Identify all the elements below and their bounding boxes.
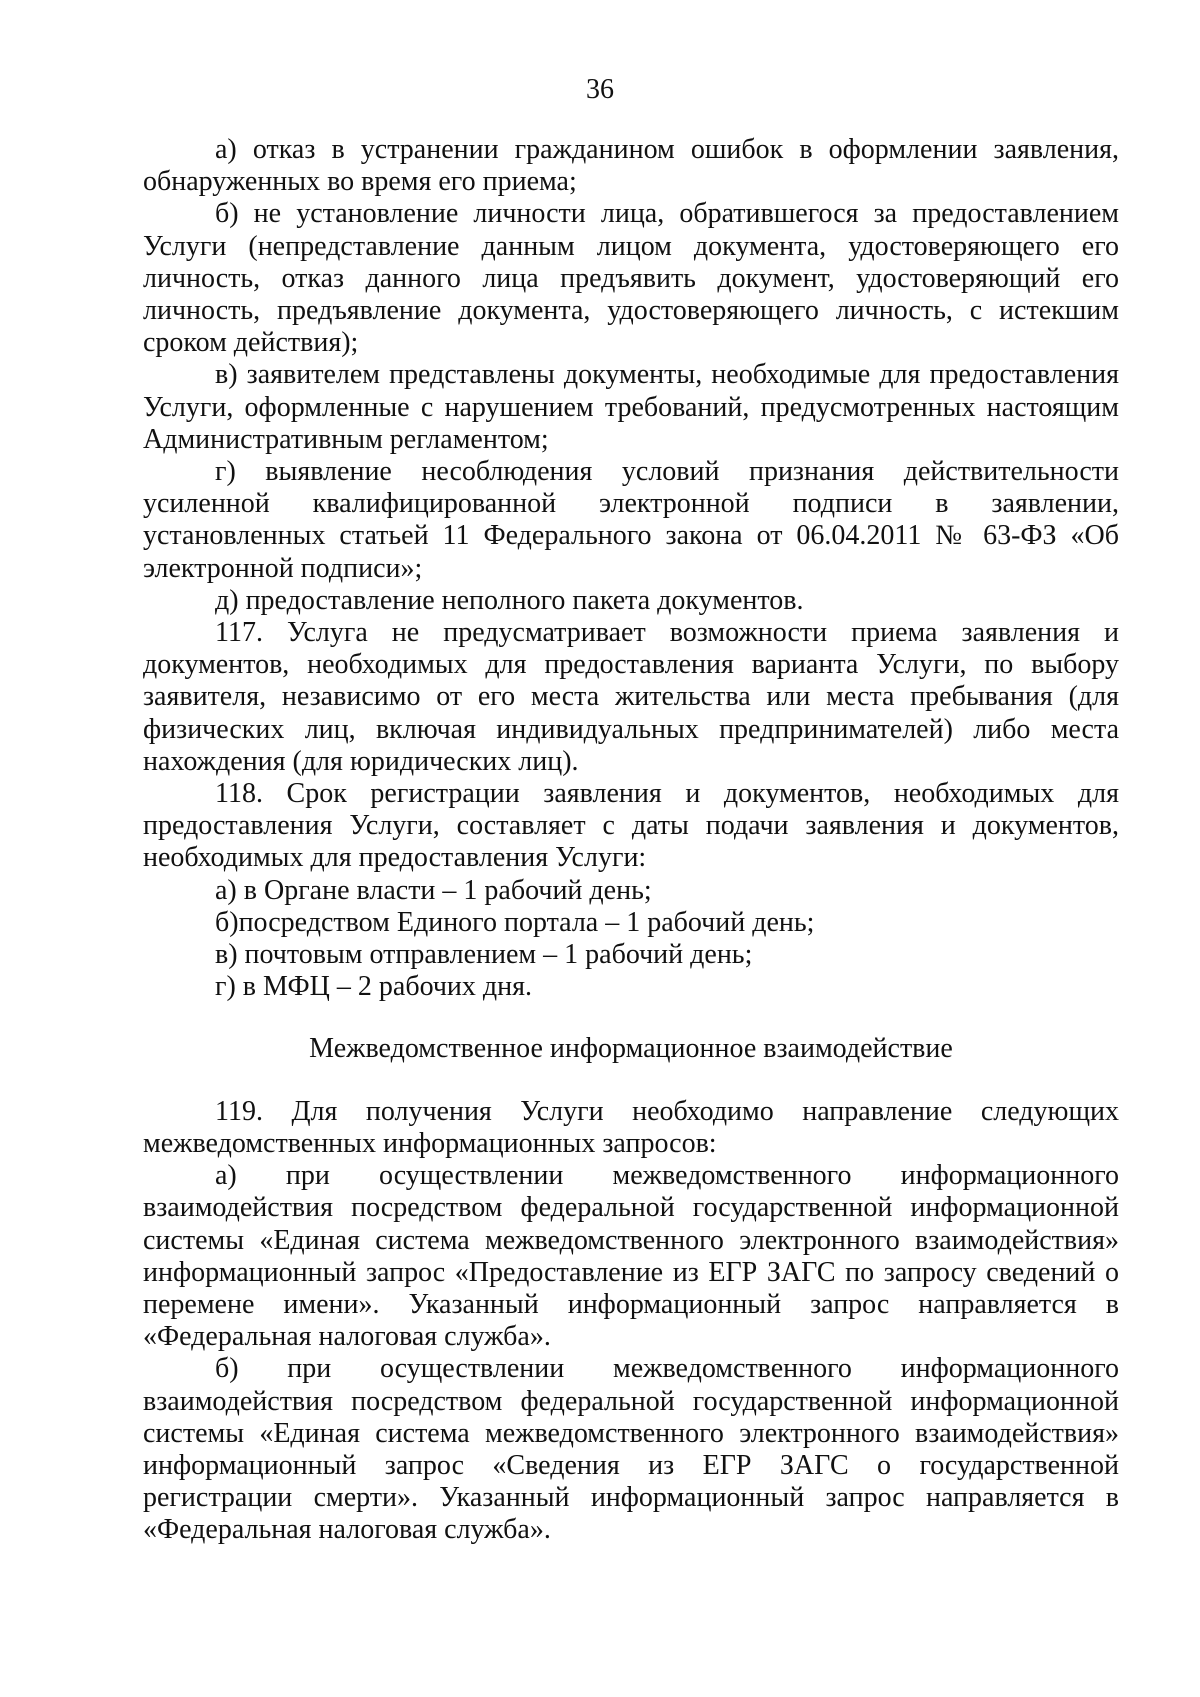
section-heading: Межведомственное информационное взаимодействие [309, 1033, 953, 1065]
paragraph-118-v: в) почтовым отправлением – 1 рабочий день; [215, 939, 753, 971]
paragraph-v-refusal-reason: в) заявителем представлены документы, необходимые для предоставления Услуги, оформленные с нарушением требований, предусмотренных настоящим Административным регламентом; [143, 359, 1119, 455]
paragraph-b-refusal-reason: б) не установление личности лица, обратившегося за предоставлением Услуги (непредставление данным лицом документа, удостоверяющего его личность, отказ данного лица предъявить документ, удостоверяющий его личность, предъявление документа, удостоверяющего личность, с истекшим сроком действия); [143, 198, 1119, 359]
paragraph-a-refusal-reason: а) отказ в устранении гражданином ошибок в оформлении заявления, обнаруженных во время его приема; [143, 134, 1119, 198]
page-number: 36 [586, 74, 614, 105]
paragraph-118-g: г) в МФЦ – 2 рабочих дня. [215, 971, 533, 1003]
paragraph-117: 117. Услуга не предусматривает возможности приема заявления и документов, необходимых для предоставления варианта Услуги, по выбору заявителя, независимо от его места жительства или места пребывания (для физических лиц, включая индивидуальных предпринимателей) либо места нахождения (для юридических лиц). [143, 617, 1119, 777]
paragraph-119-a: а) при осуществлении межведомственного информационного взаимодействия посредством федеральной государственной информационной системы «Единая система межведомственного электронного взаимодействия» информационный запрос «Предоставление из ЕГР ЗАГС по запросу сведений о перемене имени». Указанный информационный запрос направляется в «Федеральная налоговая служба». [143, 1160, 1119, 1353]
paragraph-119: 119. Для получения Услуги необходимо направление следующих межведомственных информационных запросов: [143, 1095, 1119, 1159]
paragraph-118-b: б)посредством Единого портала – 1 рабочий день; [215, 906, 815, 938]
paragraph-118-a: а) в Органе власти – 1 рабочий день; [215, 874, 652, 906]
document-body [143, 134, 1119, 1547]
paragraph-119-b: б) при осуществлении межведомственного информационного взаимодействия посредством федеральной государственной информационной системы «Единая система межведомственного электронного взаимодействия» информационный запрос «Сведения из ЕГР ЗАГС о государственной регистрации смерти». Указанный информационный запрос направляется в «Федеральная налоговая служба». [143, 1353, 1119, 1546]
paragraph-118: 118. Срок регистрации заявления и документов, необходимых для предоставления Услуги, составляет с даты подачи заявления и документов, необходимых для предоставления Услуги: [143, 778, 1119, 874]
paragraph-g-refusal-reason: г) выявление несоблюдения условий признания действительности усиленной квалифицированной электронной подписи в заявлении, установленных статьей 11 Федерального закона от 06.04.2011 № 63-ФЗ «Об электронной подписи»; [143, 456, 1119, 584]
paragraph-d-refusal-reason: д) предоставление неполного пакета документов. [215, 584, 804, 616]
